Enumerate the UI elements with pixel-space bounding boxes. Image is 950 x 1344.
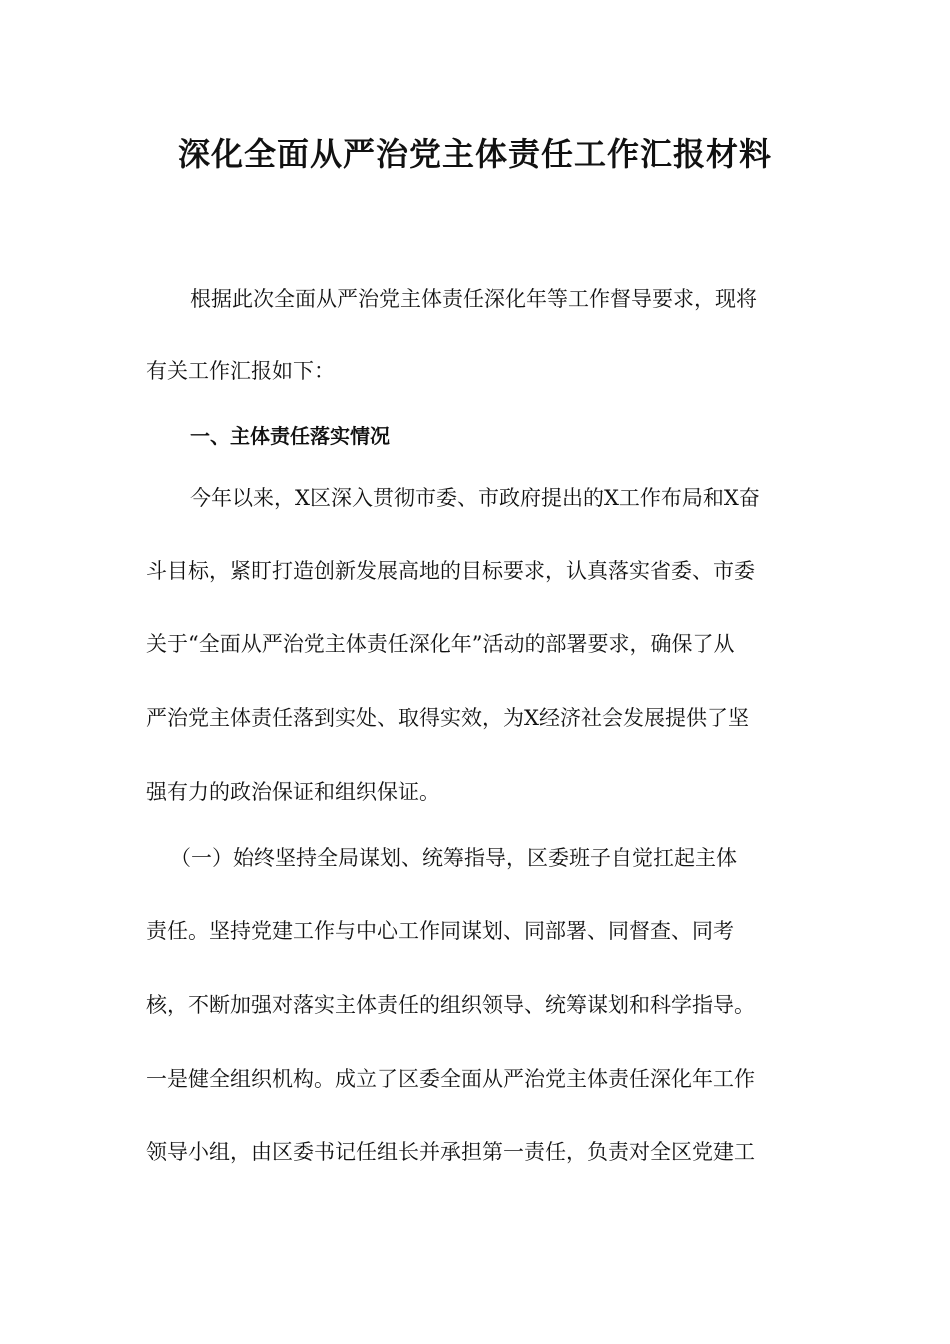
document-title: 深化全面从严治党主体责任工作汇报材料 <box>177 135 772 173</box>
paragraph-2-line-4: 一是健全组织机构。成立了区委全面从严治党主体责任深化年工作 <box>146 1067 755 1091</box>
section-heading-1: 一、主体责任落实情况 <box>190 424 390 448</box>
paragraph-intro-line-1: 根据此次全面从严治党主体责任深化年等工作督导要求，现将 <box>190 287 757 311</box>
paragraph-2-line-2: 责任。坚持党建工作与中心工作同谋划、同部署、同督查、同考 <box>146 919 734 943</box>
paragraph-2-line-5: 领导小组，由区委书记任组长并承担第一责任，负责对全区党建工 <box>146 1140 755 1164</box>
paragraph-2-line-3: 核，不断加强对落实主体责任的组织领导、统筹谋划和科学指导。 <box>146 993 755 1017</box>
paragraph-intro-line-2: 有关工作汇报如下： <box>146 359 335 383</box>
paragraph-2-line-1: （一）始终坚持全局谋划、统筹指导，区委班子自觉扛起主体 <box>170 846 737 870</box>
paragraph-1-line-5: 强有力的政治保证和组织保证。 <box>146 780 440 804</box>
paragraph-1-line-2: 斗目标，紧盯打造创新发展高地的目标要求，认真落实省委、市委 <box>146 559 755 583</box>
paragraph-1-line-3: 关于“全面从严治党主体责任深化年”活动的部署要求，确保了从 <box>146 632 735 656</box>
paragraph-1-line-1: 今年以来，X区深入贯彻市委、市政府提出的X工作布局和X奋 <box>190 486 760 510</box>
paragraph-1-line-4: 严治党主体责任落到实处、取得实效，为X经济社会发展提供了坚 <box>146 706 749 730</box>
